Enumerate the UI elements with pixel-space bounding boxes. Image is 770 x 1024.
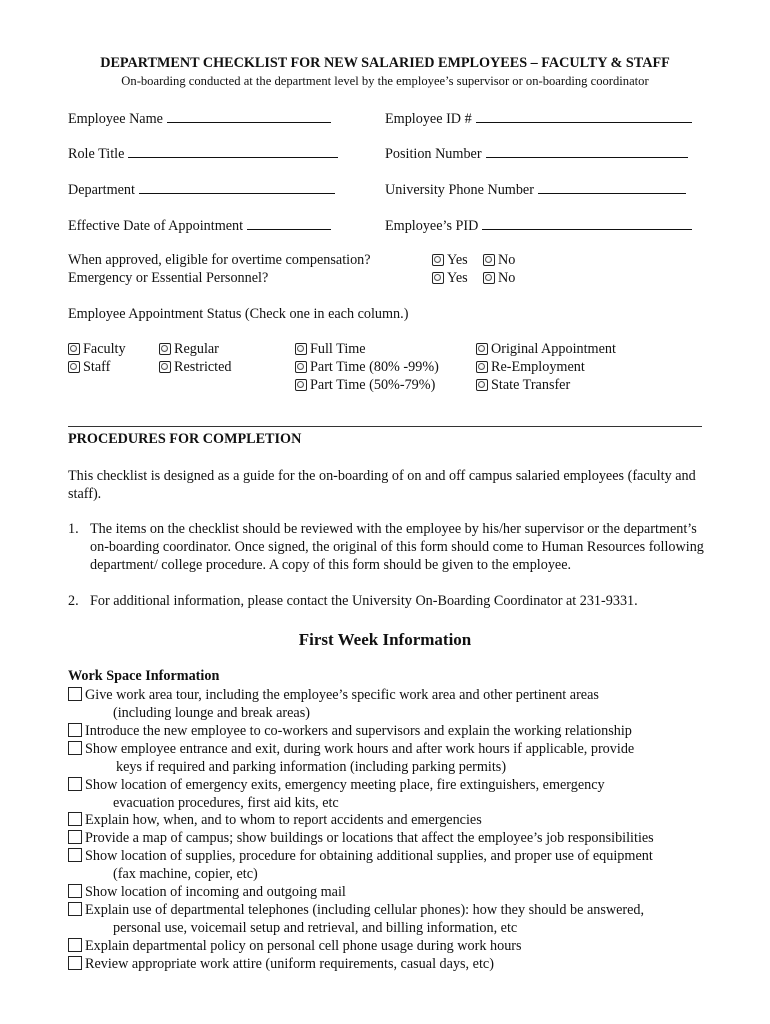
- no-label: No: [498, 252, 516, 268]
- checkbox-icon[interactable]: [68, 741, 82, 755]
- task-text-cont: keys if required and parking information (including parking permits): [116, 759, 507, 775]
- checkbox-icon[interactable]: [68, 687, 82, 701]
- department-field: [68, 181, 335, 199]
- employee-pid-label: Employee’s PID: [385, 218, 479, 234]
- state-transfer-label: State Transfer: [491, 377, 571, 393]
- list-text: For additional information, please contact the University On-Boarding Coordinator at 231-9331.: [90, 593, 638, 609]
- task-item-2: [68, 722, 708, 740]
- status-full-time-option[interactable]: [295, 341, 366, 358]
- task-text-cont: (including lounge and break areas): [113, 705, 310, 721]
- radio-icon[interactable]: [159, 343, 171, 355]
- task-item-3: [68, 740, 708, 776]
- task-text: Explain how, when, and to whom to report accidents and emergencies: [85, 812, 482, 828]
- restricted-label: Restricted: [174, 359, 232, 375]
- list-number: 1.: [68, 521, 79, 537]
- procedures-intro: This checklist is designed as a guide for the on-boarding of on and off campus salaried employees (faculty and staff).: [68, 468, 696, 502]
- status-re-employment-option[interactable]: [476, 359, 585, 376]
- task-item-1: [68, 686, 708, 722]
- checkbox-icon[interactable]: [68, 848, 82, 862]
- radio-icon[interactable]: [476, 379, 488, 391]
- part-time-50-label: Part Time (50%-79%): [310, 377, 436, 393]
- university-phone-label: University Phone Number: [385, 182, 534, 198]
- section-divider: [68, 426, 702, 427]
- radio-icon[interactable]: [432, 254, 444, 266]
- employee-pid-input[interactable]: [482, 217, 692, 230]
- radio-icon[interactable]: [432, 272, 444, 284]
- task-text: Explain departmental policy on personal cell phone usage during work hours: [85, 938, 522, 954]
- task-item-10: [68, 937, 708, 955]
- status-part-time-80-option[interactable]: [295, 359, 439, 376]
- effective-date-field: [68, 217, 331, 235]
- task-text-cont: (fax machine, copier, etc): [113, 866, 258, 882]
- form-title: DEPARTMENT CHECKLIST FOR NEW SALARIED EMPLOYEES – FACULTY & STAFF: [100, 55, 670, 71]
- radio-icon[interactable]: [68, 343, 80, 355]
- radio-icon[interactable]: [476, 343, 488, 355]
- radio-icon[interactable]: [483, 272, 495, 284]
- list-number: 2.: [68, 593, 79, 609]
- procedures-heading: PROCEDURES FOR COMPLETION: [68, 431, 302, 447]
- task-text-cont: evacuation procedures, first aid kits, etc: [113, 795, 339, 811]
- form-subtitle: On-boarding conducted at the department level by the employee’s supervisor or on-boarding coordinator: [121, 74, 649, 88]
- task-item-6: [68, 829, 708, 847]
- task-text: Show employee entrance and exit, during work hours and after work hours if applicable, provide: [85, 741, 635, 757]
- task-item-5: [68, 811, 708, 829]
- task-item-8: [68, 883, 708, 901]
- role-title-field: [68, 145, 338, 163]
- overtime-no-option[interactable]: [483, 252, 515, 269]
- procedure-item-1: [68, 520, 708, 574]
- employee-name-field: [68, 110, 331, 128]
- radio-icon[interactable]: [295, 379, 307, 391]
- position-number-label: Position Number: [385, 146, 482, 162]
- status-part-time-50-option[interactable]: [295, 377, 435, 394]
- department-label: Department: [68, 182, 135, 198]
- department-input[interactable]: [139, 181, 335, 194]
- work-space-subheading: Work Space Information: [68, 668, 220, 684]
- task-text: Introduce the new employee to co-workers and supervisors and explain the working relationship: [85, 723, 632, 739]
- checkbox-icon[interactable]: [68, 884, 82, 898]
- staff-label: Staff: [83, 359, 111, 375]
- checkbox-icon[interactable]: [68, 938, 82, 952]
- no-label: No: [498, 270, 516, 286]
- status-original-appointment-option[interactable]: [476, 341, 616, 358]
- employee-id-field: [385, 110, 692, 128]
- position-number-input[interactable]: [486, 145, 688, 158]
- employee-name-label: Employee Name: [68, 111, 163, 127]
- university-phone-input[interactable]: [538, 181, 686, 194]
- emergency-yes-option[interactable]: [432, 270, 468, 287]
- status-staff-option[interactable]: [68, 359, 110, 376]
- task-item-11: [68, 955, 708, 973]
- yes-label: Yes: [447, 252, 468, 268]
- task-text: Explain use of departmental telephones (including cellular phones): how they should be answered,: [85, 902, 645, 918]
- task-text-cont: personal use, voicemail setup and retrieval, and billing information, etc: [113, 920, 518, 936]
- effective-date-input[interactable]: [247, 217, 331, 230]
- status-restricted-option[interactable]: [159, 359, 232, 376]
- part-time-80-label: Part Time (80% -99%): [310, 359, 439, 375]
- task-text: Show location of supplies, procedure for obtaining additional supplies, and proper use of equipment: [85, 848, 653, 864]
- task-text: Show location of emergency exits, emergency meeting place, fire extinguishers, emergency: [85, 777, 605, 793]
- status-regular-option[interactable]: [159, 341, 219, 358]
- procedure-item-2: [68, 592, 708, 610]
- task-text: Review appropriate work attire (uniform requirements, casual days, etc): [85, 956, 494, 972]
- faculty-label: Faculty: [83, 341, 126, 357]
- employee-name-input[interactable]: [167, 110, 331, 123]
- emergency-no-option[interactable]: [483, 270, 515, 287]
- emergency-question: Emergency or Essential Personnel?: [68, 270, 269, 286]
- checkbox-icon[interactable]: [68, 777, 82, 791]
- task-item-4: [68, 776, 708, 812]
- regular-label: Regular: [174, 341, 219, 357]
- radio-icon[interactable]: [483, 254, 495, 266]
- role-title-label: Role Title: [68, 146, 125, 162]
- radio-icon[interactable]: [476, 361, 488, 373]
- overtime-question: When approved, eligible for overtime compensation?: [68, 252, 371, 268]
- status-faculty-option[interactable]: [68, 341, 126, 358]
- full-time-label: Full Time: [310, 341, 366, 357]
- re-employment-label: Re-Employment: [491, 359, 585, 375]
- list-text: The items on the checklist should be reviewed with the employee by his/her supervisor or the department’s on-boarding coordinator. Once signed, the original of this form should come to Human Resources following department/ college procedure. A copy of this form should be given to the employee.: [90, 521, 704, 573]
- task-text: Show location of incoming and outgoing mail: [85, 884, 346, 900]
- radio-icon[interactable]: [295, 361, 307, 373]
- radio-icon[interactable]: [159, 361, 171, 373]
- first-week-heading: First Week Information: [298, 630, 472, 649]
- radio-icon[interactable]: [295, 343, 307, 355]
- task-item-7: [68, 847, 708, 883]
- checkbox-icon[interactable]: [68, 902, 82, 916]
- checkbox-icon[interactable]: [68, 812, 82, 826]
- employee-id-input[interactable]: [476, 110, 692, 123]
- employee-pid-field: [385, 217, 692, 235]
- university-phone-field: [385, 181, 686, 199]
- role-title-input[interactable]: [128, 145, 338, 158]
- overtime-yes-option[interactable]: [432, 252, 468, 269]
- task-text: Provide a map of campus; show buildings or locations that affect the employee’s job responsibilities: [85, 830, 654, 846]
- checkbox-icon[interactable]: [68, 723, 82, 737]
- checkbox-icon[interactable]: [68, 956, 82, 970]
- checkbox-icon[interactable]: [68, 830, 82, 844]
- employee-id-label: Employee ID #: [385, 111, 472, 127]
- yes-label: Yes: [447, 270, 468, 286]
- appointment-status-label: Employee Appointment Status (Check one in each column.): [68, 306, 409, 322]
- radio-icon[interactable]: [68, 361, 80, 373]
- task-item-9: [68, 901, 708, 937]
- effective-date-label: Effective Date of Appointment: [68, 218, 244, 234]
- task-text: Give work area tour, including the employee’s specific work area and other pertinent areas: [85, 687, 599, 703]
- original-appointment-label: Original Appointment: [491, 341, 616, 357]
- status-state-transfer-option[interactable]: [476, 377, 570, 394]
- position-number-field: [385, 145, 688, 163]
